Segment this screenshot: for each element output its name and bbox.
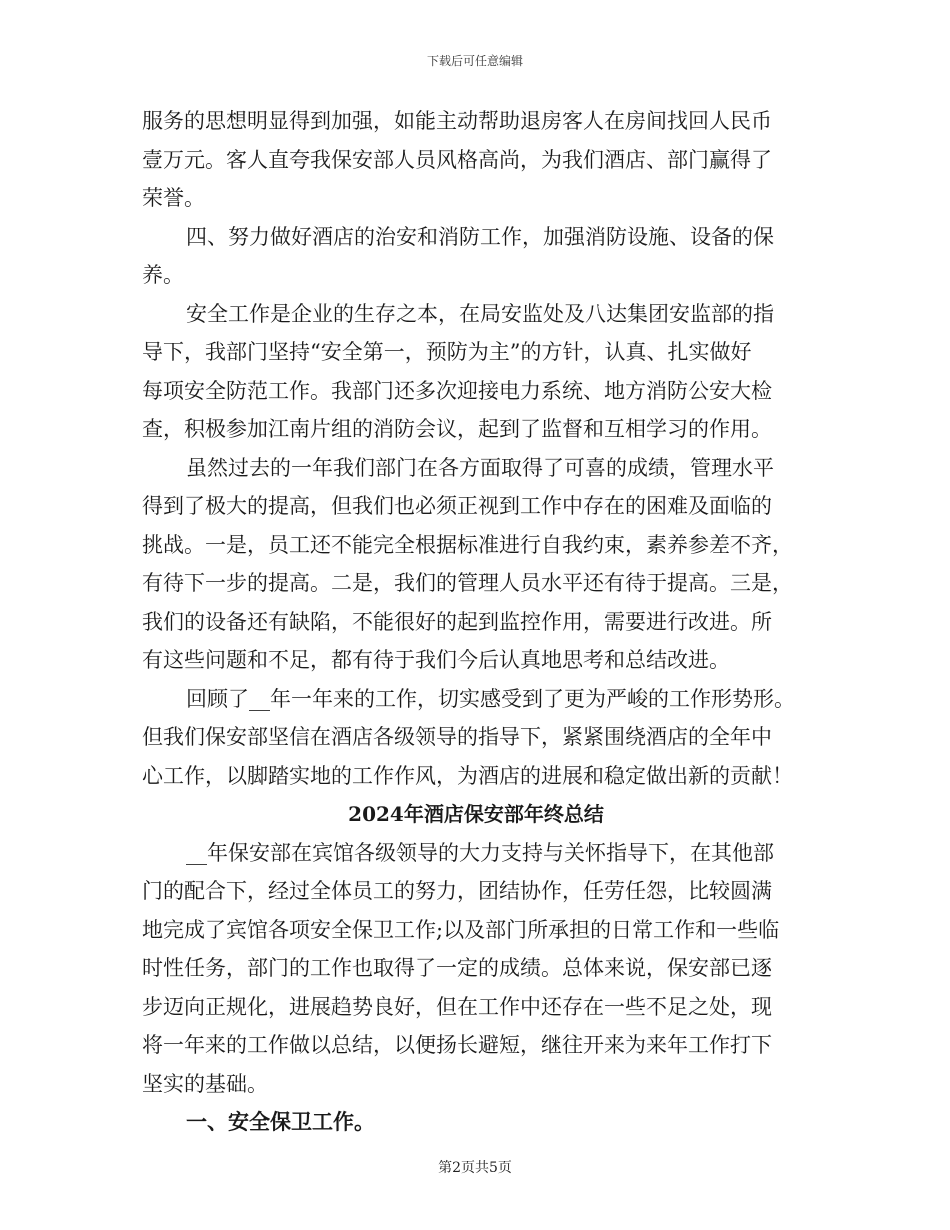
section-title: 2024年酒店保安部年终总结 xyxy=(348,802,604,826)
body-line: 有待下一步的提高。二是，我们的管理人员水平还有待于提高。三是， xyxy=(142,571,793,595)
body-line: 荣誉。 xyxy=(142,186,205,210)
body-line: 安全工作是企业的生存之本，在局安监处及八达集团安监部的指 xyxy=(186,301,774,326)
body-line: 我们的设备还有缺陷，不能很好的起到监控作用，需要进行改进。所 xyxy=(142,609,772,634)
section-line: __年保安部在宾馆各级领导的大力支持与关怀指导下，在其他部 xyxy=(186,840,774,865)
body-line: 四、努力做好酒店的治安和消防工作，加强消防设施、设备的保 xyxy=(186,224,774,249)
body-line: 挑战。一是，员工还不能完全根据标准进行自我约束，素养参差不齐， xyxy=(142,532,793,557)
page-number: 第2页共5页 xyxy=(438,1160,512,1176)
body-line: 查，积极参加江南片组的消防会议，起到了监督和互相学习的作用。 xyxy=(142,417,772,441)
body-line: 但我们保安部坚信在酒店各级领导的指导下，紧紧围绕酒店的全年中 xyxy=(142,725,772,749)
section-subheading: 一、安全保卫工作。 xyxy=(186,1109,375,1134)
body-line: 导下，我部门坚持“安全第一，预防为主”的方针，认真、扎实做好 xyxy=(142,340,752,364)
body-line: 回顾了__年一年来的工作，切实感受到了更为严峻的工作形势形。 xyxy=(186,686,795,711)
section-line: 坚实的基础。 xyxy=(142,1071,268,1096)
page-header-note: 下载后可任意编辑 xyxy=(426,54,523,68)
section-line: 时性任务，部门的工作也取得了一定的成绩。总体来说，保安部已逐 xyxy=(142,956,772,980)
section-line: 步迈向正规化，进展趋势良好，但在工作中还存在一些不足之处，现 xyxy=(142,994,772,1019)
section-line: 地完成了宾馆各项安全保卫工作;以及部门所承担的日常工作和一些临 xyxy=(142,917,780,942)
body-line: 服务的思想明显得到加强，如能主动帮助退房客人在房间找回人民币 xyxy=(142,109,772,133)
body-line: 心工作，以脚踏实地的工作作风，为酒店的进展和稳定做出新的贡献！ xyxy=(142,763,793,788)
body-line: 得到了极大的提高，但我们也必须正视到工作中存在的困难及面临的 xyxy=(142,494,772,518)
body-line: 壹万元。客人直夸我保安部人员风格高尚，为我们酒店、部门赢得了 xyxy=(142,147,772,172)
body-line: 养。 xyxy=(142,263,184,287)
body-line: 每项安全防范工作。我部门还多次迎接电力系统、地方消防公安大检 xyxy=(142,378,772,403)
section-line: 门的配合下，经过全体员工的努力，团结协作，任劳任怨，比较圆满 xyxy=(142,879,772,903)
section-line: 将一年来的工作做以总结，以便扬长避短，继往开来为来年工作打下 xyxy=(142,1033,772,1057)
body-line: 虽然过去的一年我们部门在各方面取得了可喜的成绩，管理水平 xyxy=(186,455,774,480)
body-line: 有这些问题和不足，都有待于我们今后认真地思考和总结改进。 xyxy=(142,648,730,672)
document-body xyxy=(142,102,810,1142)
